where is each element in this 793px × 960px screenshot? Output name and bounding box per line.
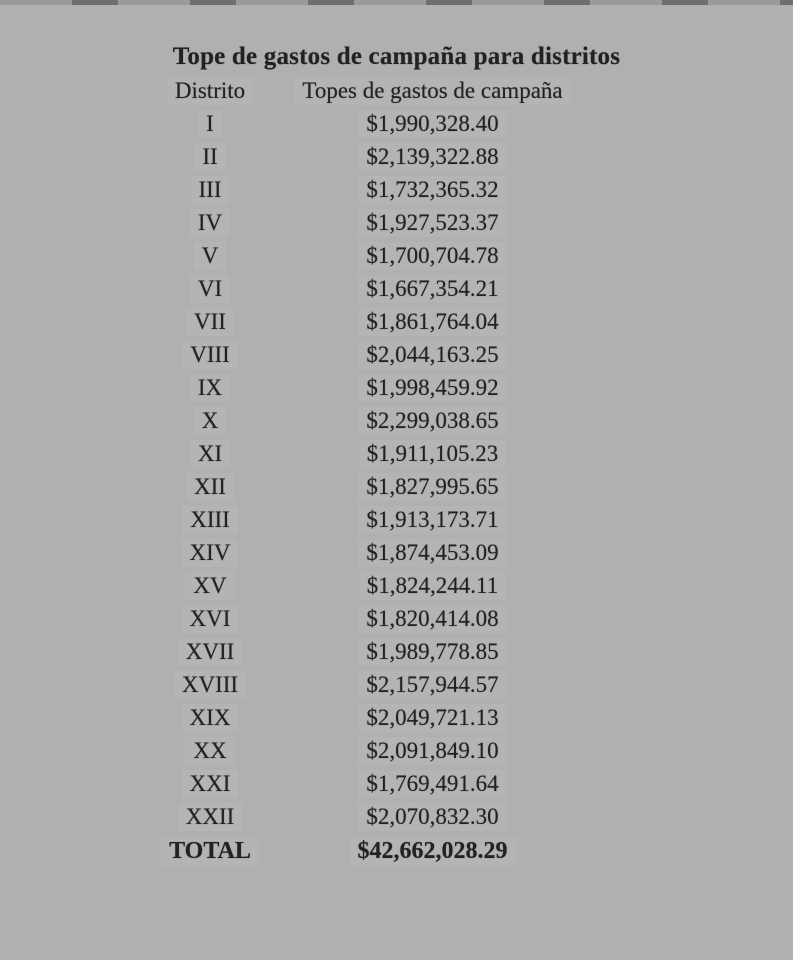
table-row <box>95 602 540 635</box>
row-district: V <box>95 242 325 270</box>
table-row <box>95 767 540 800</box>
row-amount: $1,990,328.40 <box>325 110 540 138</box>
row-district: IV <box>95 209 325 237</box>
row-amount: $1,989,778.85 <box>325 638 540 666</box>
column-header-amount: Topes de gastos de campaña <box>325 77 540 105</box>
table-row <box>95 536 540 569</box>
row-amount: $1,861,764.04 <box>325 308 540 336</box>
table-row <box>95 569 540 602</box>
table-row <box>95 668 540 701</box>
table-row <box>95 503 540 536</box>
table-row <box>95 140 540 173</box>
table-row <box>95 305 540 338</box>
table-row <box>95 173 540 206</box>
campaign-spending-table <box>0 40 793 870</box>
row-amount: $2,091,849.10 <box>325 737 540 765</box>
table-row <box>95 338 540 371</box>
row-district: VI <box>95 275 325 303</box>
row-district: XII <box>95 473 325 501</box>
row-amount: $1,874,453.09 <box>325 539 540 567</box>
row-amount: $2,139,322.88 <box>325 143 540 171</box>
row-amount: $2,070,832.30 <box>325 803 540 831</box>
table-row <box>95 107 540 140</box>
row-amount: $1,927,523.37 <box>325 209 540 237</box>
row-amount: $2,157,944.57 <box>325 671 540 699</box>
row-amount: $1,913,173.71 <box>325 506 540 534</box>
total-label: TOTAL <box>95 837 325 866</box>
row-amount: $1,820,414.08 <box>325 605 540 633</box>
row-amount: $1,769,491.64 <box>325 770 540 798</box>
row-amount: $1,667,354.21 <box>325 275 540 303</box>
row-district: XIX <box>95 704 325 732</box>
row-district: II <box>95 143 325 171</box>
row-amount: $2,049,721.13 <box>325 704 540 732</box>
row-amount: $1,911,105.23 <box>325 440 540 468</box>
table-row <box>95 635 540 668</box>
row-district: IX <box>95 374 325 402</box>
table-total-row <box>95 833 540 870</box>
row-district: XVII <box>95 638 325 666</box>
row-district: XXII <box>95 803 325 831</box>
row-district: XI <box>95 440 325 468</box>
row-district: VIII <box>95 341 325 369</box>
row-amount: $1,998,459.92 <box>325 374 540 402</box>
row-amount: $1,700,704.78 <box>325 242 540 270</box>
table-row <box>95 734 540 767</box>
table-row <box>95 272 540 305</box>
row-amount: $1,732,365.32 <box>325 176 540 204</box>
table-row <box>95 371 540 404</box>
table-title: Tope de gastos de campaña para distritos <box>172 43 621 70</box>
row-district: I <box>95 110 325 138</box>
total-amount: $42,662,028.29 <box>325 837 540 866</box>
top-edge-artifact-strip <box>0 0 793 5</box>
table-row <box>95 437 540 470</box>
row-amount: $1,827,995.65 <box>325 473 540 501</box>
table-row <box>95 470 540 503</box>
row-district: XVIII <box>95 671 325 699</box>
row-district: XIV <box>95 539 325 567</box>
row-district: XIII <box>95 506 325 534</box>
table-header-row <box>95 74 563 107</box>
table-row <box>95 404 540 437</box>
column-header-district: Distrito <box>95 77 325 105</box>
row-amount: $1,824,244.11 <box>325 572 540 600</box>
row-district: XV <box>95 572 325 600</box>
table-body <box>0 107 793 833</box>
row-district: III <box>95 176 325 204</box>
row-district: VII <box>95 308 325 336</box>
table-row <box>95 206 540 239</box>
table-row <box>95 701 540 734</box>
row-district: XVI <box>95 605 325 633</box>
row-district: XX <box>95 737 325 765</box>
row-district: XXI <box>95 770 325 798</box>
table-row <box>95 239 540 272</box>
table-row <box>95 800 540 833</box>
row-amount: $2,044,163.25 <box>325 341 540 369</box>
row-amount: $2,299,038.65 <box>325 407 540 435</box>
row-district: X <box>95 407 325 435</box>
